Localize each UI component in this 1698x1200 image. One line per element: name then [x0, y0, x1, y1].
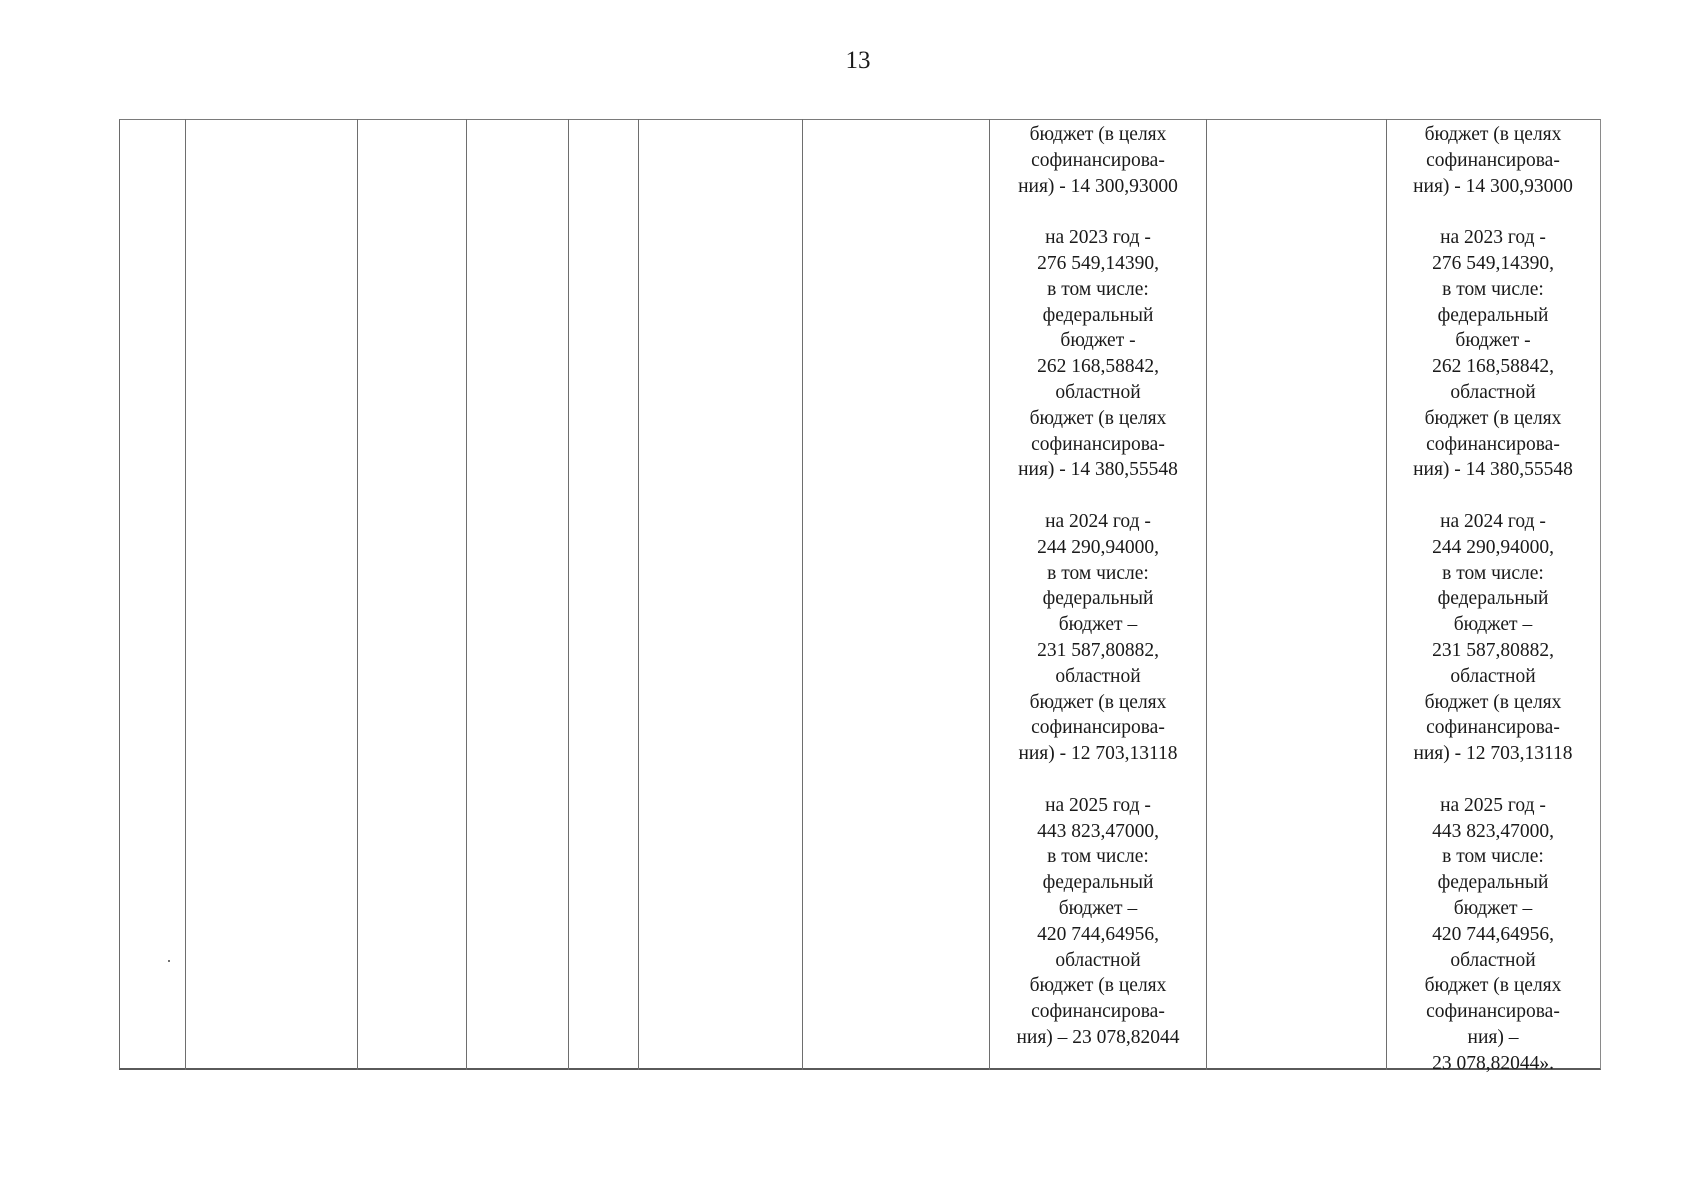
page-number: 13: [845, 47, 871, 74]
column-divider: [466, 119, 467, 1070]
column-divider: [638, 119, 639, 1070]
column-divider: [357, 119, 358, 1070]
table-frame: [119, 119, 1601, 1070]
funding-cell-right: бюджет (в целях софинансирова- ния) - 14 300,93000 на 2023 год - 276 549,14390, в том числе: федеральный бюджет - 262 168,58842, областной бюджет (в целях софинансирова- ния) - 14 380,55548 на 2024 год - 244 290,94000, в том числе: федеральный бюджет – 231 587,80882, областной бюджет (в целях софинансирова- ния) - 12 703,13118 на 2025 год - 443 823,47000, в том числе: федеральный бюджет – 420 744,64956, областной бюджет (в целях софинансирова- ния) – 23 078,82044».: [1413, 124, 1573, 1074]
column-divider: [568, 119, 569, 1070]
scan-speck: [168, 960, 170, 962]
funding-cell-left: бюджет (в целях софинансирова- ния) - 14 300,93000 на 2023 год - 276 549,14390, в том числе: федеральный бюджет - 262 168,58842, областной бюджет (в целях софинансирова- ния) - 14 380,55548 на 2024 год - 244 290,94000, в том числе: федеральный бюджет – 231 587,80882, областной бюджет (в целях софинансирова- ния) - 12 703,13118 на 2025 год - 443 823,47000, в том числе: федеральный бюджет – 420 744,64956, областной бюджет (в целях софинансирова- ния) – 23 078,82044: [1016, 124, 1180, 1048]
column-divider: [1206, 119, 1207, 1070]
column-divider: [802, 119, 803, 1070]
column-divider: [185, 119, 186, 1070]
